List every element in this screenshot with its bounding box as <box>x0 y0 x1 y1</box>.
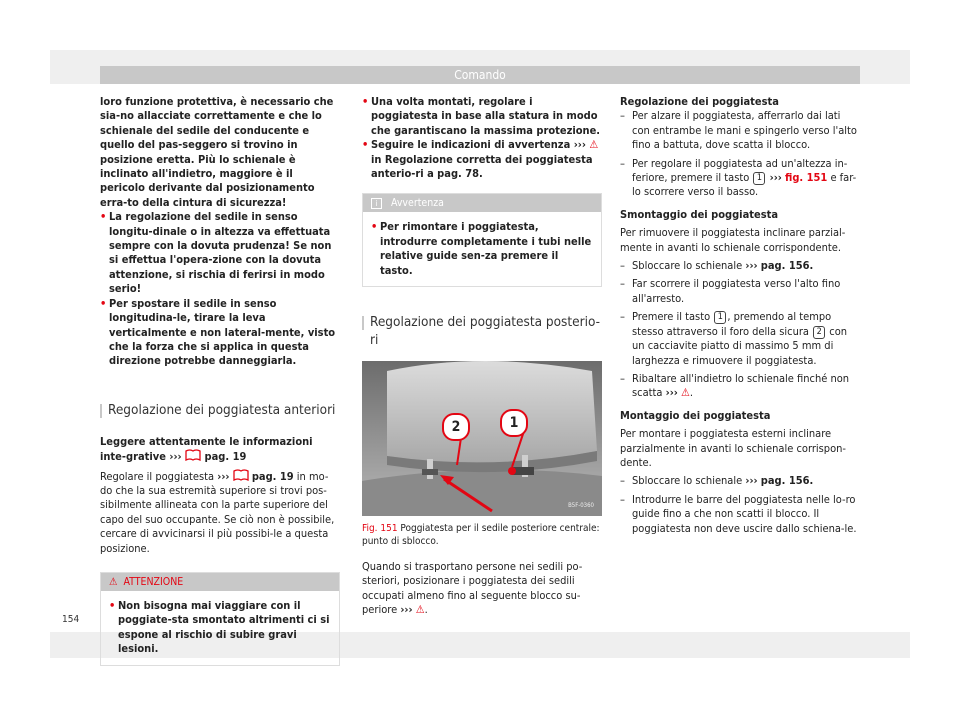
step-item <box>620 474 860 488</box>
arrows-icon: ››› <box>665 386 678 400</box>
paragraph: Per rimuovere il poggiatesta inclinare parzial-mente in avanti lo schienale corrispondente. <box>620 226 846 254</box>
part-number-badge: 1 <box>753 172 765 185</box>
warning-bullet: • La regolazione del sedile in senso longitu-dinale o in altezza va effettuata sempre con la dovuta prudenza! Se non si effettua l'opera-zione con la dovuta attenzione, si rischia di ferirsi in modo serio! <box>100 210 340 296</box>
page-ref-link[interactable]: pag. 19 <box>204 450 247 464</box>
note-text: • Per rimontare i poggiatesta, introdurre completamente i tubi nelle relative guide sen-za premere il tasto. <box>371 220 593 278</box>
warning-text: • Non bisogna mai viaggiare con il poggiate-sta smontato altrimenti ci si espone al rischio di subire gravi lesioni. <box>109 599 331 657</box>
warning-continuation: loro funzione protettiva, è necessario che sia-no allacciate correttamente e che lo schienale del sedile del conducente e quello del pas-seggero si trovino in posizione eretta. Più lo schienale è inclinato all'indietro, maggiore è il pericolo derivante dal posizionamento erra-to della cintura di sicurezza! <box>100 95 334 209</box>
subheading: Smontaggio dei poggiatesta <box>620 207 778 221</box>
page-header: Comando <box>100 66 860 84</box>
callout-1: 1 <box>500 409 528 437</box>
step-item <box>620 259 860 273</box>
part-number-badge: 2 <box>813 326 825 339</box>
step-text: con un cacciavite piatto di massimo 5 mm di larghezza e rimuovere il poggiatesta. <box>632 324 848 367</box>
arrows-icon: ››› <box>745 259 758 273</box>
warning-triangle-icon: ⚠ <box>415 603 425 617</box>
step-text: Per regolare il poggiatesta ad un'altezza in-feriore, premere il tasto <box>632 156 848 185</box>
adjust-text: Regolare il poggiatesta <box>100 469 215 483</box>
step-text: e far-lo scorrere verso il basso. <box>632 171 857 199</box>
warning-triangle-icon: ⚠ <box>589 138 599 152</box>
read-info-paragraph <box>100 435 340 465</box>
step-item: – Ribaltare all'indietro lo schienale finché non scatta ››› ⚠. <box>620 372 860 401</box>
page-ref-link[interactable]: pag. 19 <box>251 469 294 483</box>
warning-bullet <box>362 138 602 181</box>
body-paragraph: Quando si trasportano persone nei sedili po-steriori, posizionare i poggiatesta dei sedili occupati almeno fino al seguente blocco su-periore ››› ⚠. <box>362 560 583 617</box>
body-text: Quando si trasportano persone nei sedili po-steriori, posizionare i poggiatesta dei sedili occupati almeno fino al seguente blocco su-periore <box>362 560 583 617</box>
headrest-figure <box>362 361 602 516</box>
paragraph: Per montare i poggiatesta esterni inclinare parzialmente in avanti lo schienale corrispon-dente. <box>620 427 846 469</box>
caption-text: Poggiatesta per il sedile posteriore centrale: punto di sblocco. <box>362 523 600 548</box>
warning-box-header <box>101 573 339 591</box>
read-info-text: Leggere attentamente le informazioni inte-grative <box>100 434 313 464</box>
arrows-icon: ››› <box>169 450 182 464</box>
figure-ref-link[interactable]: fig. 151 <box>785 171 828 185</box>
callout-2: 2 <box>442 413 470 441</box>
note-box-header <box>363 194 601 212</box>
warning-bullet: • Una volta montati, regolare i poggiatesta in base alla statura in modo che garantiscano la massima protezione. <box>362 95 602 138</box>
warning-bullet-text: in Regolazione corretta dei poggiatesta anterio-ri a pag. 78. <box>371 152 593 181</box>
section-title: Regolazione dei poggiatesta posterio-ri <box>362 313 602 349</box>
warning-title: ATTENZIONE <box>123 575 184 588</box>
book-icon <box>233 469 249 481</box>
arrows-icon: ››› <box>400 603 413 617</box>
book-icon <box>185 449 201 461</box>
step-item <box>620 157 860 200</box>
step-text: Sbloccare lo schienale <box>632 474 743 488</box>
adjust-paragraph <box>100 469 340 556</box>
step-text: Sbloccare lo schienale <box>632 259 743 273</box>
arrows-icon: ››› <box>745 474 758 488</box>
step-item: – Introdurre le barre del poggiatesta nelle lo-ro guide fino a che non scatti il blocco. Il poggiatesta non deve uscire dallo schiena-le. <box>620 493 860 536</box>
subheading: Regolazione dei poggiatesta <box>620 95 779 108</box>
step-item <box>620 310 860 368</box>
section-title: Regolazione dei poggiatesta anteriori <box>100 401 340 419</box>
warning-bullet-text: Seguire le indicazioni di avvertenza <box>371 138 571 152</box>
warning-triangle-icon: ⚠ <box>109 575 118 588</box>
info-icon: i <box>371 198 382 209</box>
warning-triangle-icon: ⚠ <box>681 386 690 400</box>
column-right <box>620 95 860 536</box>
page-number: 154 <box>62 614 80 625</box>
column-middle <box>362 95 602 618</box>
warning-box <box>100 572 340 666</box>
adjust-text: in mo-do che la sua estremità superiore si trovi pos-sibilmente allineata con la parte superiore del capo del suo occupante. Se ciò non è possibile, cercare di avvicinarsi il più possibi-le a questa posizione. <box>100 469 335 555</box>
arrows-icon: ››› <box>769 171 782 185</box>
step-item: – Far scorrere il poggiatesta verso l'alto fino all'arresto. <box>620 277 860 306</box>
figure-caption <box>362 522 602 548</box>
headrest-illustration <box>362 361 602 516</box>
part-number-badge: 1 <box>714 311 726 324</box>
step-text: Premere il tasto <box>632 310 711 324</box>
page-ref-link[interactable]: pag. 156. <box>760 259 814 273</box>
figure-number: Fig. 151 <box>362 523 398 535</box>
warning-bullet: • Per spostare il sedile in senso longitudina-le, tirare la leva verticalmente e non lateral-mente, visto che la forza che si applica in questa direzione potrebbe danneggiarla. <box>100 297 340 369</box>
step-text: Ribaltare all'indietro lo schienale finché non scatta <box>632 371 850 400</box>
step-text: , premendo al tempo stesso attraverso il foro della sicura <box>632 310 832 338</box>
note-title: Avvertenza <box>391 197 444 210</box>
step-item: – Per alzare il poggiatesta, afferrarlo dai lati con entrambe le mani e spingerlo verso l'alto fino a battuta, dove scatta il blocco. <box>620 109 860 152</box>
column-left <box>100 95 340 666</box>
figure-code: B5F-0360 <box>568 501 594 509</box>
page-ref-link[interactable]: pag. 156. <box>760 474 814 488</box>
arrows-icon: ››› <box>217 469 230 483</box>
subheading: Montaggio dei poggiatesta <box>620 408 771 422</box>
arrows-icon: ››› <box>573 138 586 152</box>
note-box <box>362 193 602 287</box>
